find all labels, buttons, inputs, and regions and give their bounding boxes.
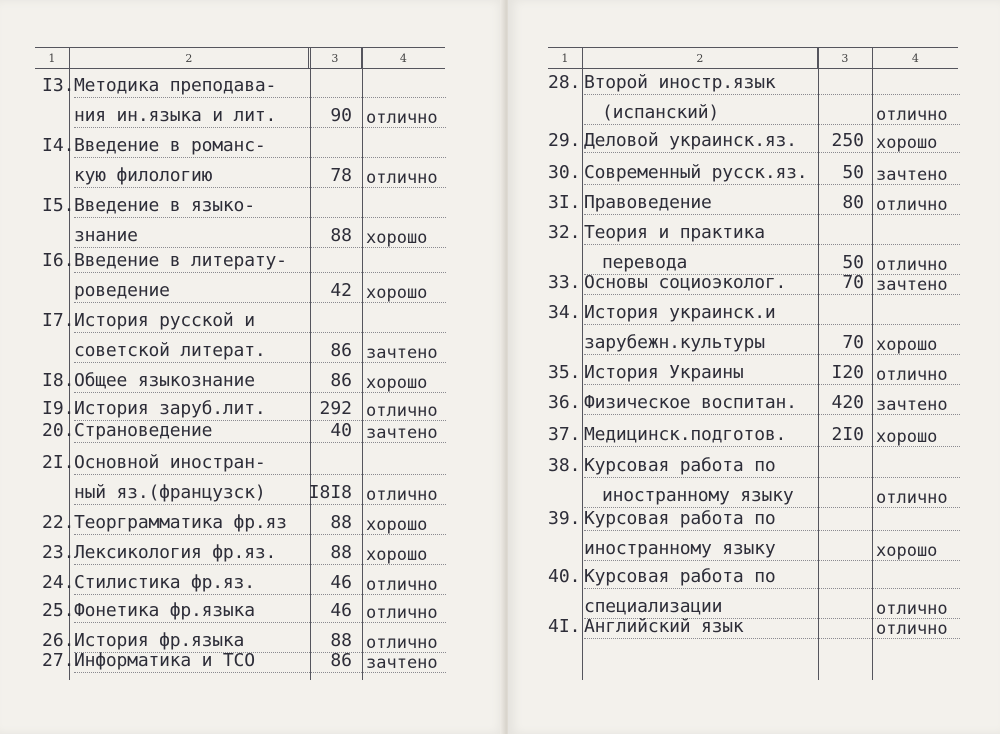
grade-value: отлично bbox=[366, 603, 438, 623]
subject-line-1: Правоведение bbox=[584, 192, 712, 213]
right-page bbox=[508, 0, 1000, 734]
grade-value: хорошо bbox=[876, 427, 938, 447]
grade-value: зачтено bbox=[366, 423, 438, 443]
subject-line-2: перевода bbox=[602, 252, 688, 273]
row-number: 40. bbox=[548, 566, 581, 587]
grade-value: зачтено bbox=[366, 653, 438, 673]
grade-value: зачтено bbox=[366, 343, 438, 363]
row-number: I4. bbox=[42, 135, 75, 156]
grade-value: хорошо bbox=[366, 283, 428, 303]
dotted-rule bbox=[584, 588, 960, 589]
dotted-rule bbox=[74, 97, 446, 98]
grade-value: зачтено bbox=[876, 165, 948, 185]
row-number: 24. bbox=[42, 572, 75, 593]
subject-line-2: роведение bbox=[74, 280, 170, 301]
hours-value: 88 bbox=[330, 630, 352, 651]
subject-line-1: Фонетика фр.языка bbox=[74, 600, 255, 621]
dotted-rule bbox=[74, 157, 446, 158]
grade-value: хорошо bbox=[366, 228, 428, 248]
subject-line-2: кую филологию bbox=[74, 165, 213, 186]
row-number: 3I. bbox=[548, 192, 581, 213]
row-number: 37. bbox=[548, 424, 581, 445]
subject-line-1: Деловой украинск.яз. bbox=[584, 130, 797, 151]
subject-line-1: Теорграмматика фр.яз bbox=[74, 512, 287, 533]
subject-line-2: специализации bbox=[584, 596, 723, 617]
subject-line-1: Курсовая работа по bbox=[584, 455, 776, 476]
grade-value: отлично bbox=[876, 488, 948, 508]
row-number: 36. bbox=[548, 392, 581, 413]
dotted-rule bbox=[584, 477, 960, 478]
hours-value: 88 bbox=[330, 512, 352, 533]
header-col-2: 2 bbox=[70, 48, 309, 68]
hours-value: 420 bbox=[831, 392, 864, 413]
row-number: 27. bbox=[42, 650, 75, 671]
subject-line-1: Теория и практика bbox=[584, 222, 765, 243]
subject-line-1: Введение в литерату- bbox=[74, 250, 287, 271]
subject-line-1: История украинск.и bbox=[584, 302, 776, 323]
subject-line-1: Стилистика фр.яз. bbox=[74, 572, 255, 593]
row-number: I8. bbox=[42, 370, 75, 391]
row-number: 34. bbox=[548, 302, 581, 323]
hours-value: 70 bbox=[842, 332, 864, 353]
subject-line-1: История фр.языка bbox=[74, 630, 245, 651]
hours-value: 250 bbox=[831, 130, 864, 151]
subject-line-1: Страноведение bbox=[74, 420, 213, 441]
subject-line-1: Английский язык bbox=[584, 616, 744, 637]
grade-value: отлично bbox=[876, 195, 948, 215]
subject-line-1: Общее языкознание bbox=[74, 370, 255, 391]
header-col-1: 1 bbox=[548, 48, 583, 68]
grade-value: отлично bbox=[876, 105, 948, 125]
row-number: 4I. bbox=[548, 616, 581, 637]
grade-value: хорошо bbox=[366, 373, 428, 393]
grade-value: хорошо bbox=[876, 133, 938, 153]
row-number: I7. bbox=[42, 310, 75, 331]
dotted-rule bbox=[584, 530, 960, 531]
row-number: I5. bbox=[42, 195, 75, 216]
grade-value: отлично bbox=[366, 485, 438, 505]
grade-value: хорошо bbox=[876, 541, 938, 561]
grade-value: отлично bbox=[876, 599, 948, 619]
grade-value: отлично bbox=[876, 365, 948, 385]
grade-value: отлично bbox=[366, 168, 438, 188]
hours-value: 86 bbox=[330, 340, 352, 361]
row-number: 30. bbox=[548, 162, 581, 183]
row-number: 2I. bbox=[42, 452, 75, 473]
subject-line-1: Методика преподава- bbox=[74, 75, 277, 96]
subject-line-2: знание bbox=[74, 225, 138, 246]
grade-value: зачтено bbox=[876, 275, 948, 295]
row-number: 33. bbox=[548, 272, 581, 293]
grade-value: зачтено bbox=[876, 395, 948, 415]
hours-value: 46 bbox=[330, 572, 352, 593]
row-number: 32. bbox=[548, 222, 581, 243]
row-number: 29. bbox=[548, 130, 581, 151]
hours-value: I20 bbox=[831, 362, 864, 383]
subject-line-1: Основной иностран- bbox=[74, 452, 266, 473]
dotted-rule bbox=[584, 244, 960, 245]
grade-value: хорошо bbox=[366, 515, 428, 535]
row-number: I6. bbox=[42, 250, 75, 271]
row-number: 26. bbox=[42, 630, 75, 651]
row-number: 38. bbox=[548, 455, 581, 476]
dotted-rule bbox=[74, 332, 446, 333]
subject-line-1: Второй иностр.язык bbox=[584, 72, 776, 93]
subject-line-1: Курсовая работа по bbox=[584, 566, 776, 587]
hours-value: 80 bbox=[842, 192, 864, 213]
grade-value: отлично bbox=[366, 108, 438, 128]
subject-line-2: иностранному языку bbox=[602, 485, 794, 506]
table-header bbox=[548, 47, 958, 69]
subject-line-1: История русской и bbox=[74, 310, 255, 331]
hours-value: 90 bbox=[330, 105, 352, 126]
hours-value: 2I0 bbox=[831, 424, 864, 445]
header-col-3: 3 bbox=[818, 48, 873, 68]
hours-value: 46 bbox=[330, 600, 352, 621]
hours-value: 42 bbox=[330, 280, 352, 301]
row-number: 23. bbox=[42, 542, 75, 563]
dotted-rule bbox=[584, 324, 960, 325]
table-header bbox=[35, 47, 445, 69]
grade-value: хорошо bbox=[366, 545, 428, 565]
hours-value: 70 bbox=[842, 272, 864, 293]
subject-line-1: История заруб.лит. bbox=[74, 398, 266, 419]
grade-value: хорошо bbox=[876, 335, 938, 355]
row-number: 35. bbox=[548, 362, 581, 383]
hours-value: 50 bbox=[842, 162, 864, 183]
grade-value: отлично bbox=[366, 401, 438, 421]
subject-line-2: ный яз.(французск) bbox=[74, 482, 266, 503]
subject-line-1: Лексикология фр.яз. bbox=[74, 542, 277, 563]
header-col-1: 1 bbox=[35, 48, 70, 68]
subject-line-1: История Украины bbox=[584, 362, 744, 383]
hours-value: 50 bbox=[842, 252, 864, 273]
subject-line-1: Курсовая работа по bbox=[584, 508, 776, 529]
header-col-2: 2 bbox=[583, 48, 818, 68]
subject-line-1: Введение в языко- bbox=[74, 195, 255, 216]
hours-value: 292 bbox=[319, 398, 352, 419]
row-number: 25. bbox=[42, 600, 75, 621]
hours-value: 86 bbox=[330, 370, 352, 391]
subject-line-1: Физическое воспитан. bbox=[584, 392, 797, 413]
subject-line-1: Информатика и ТСО bbox=[74, 650, 255, 671]
hours-value: 88 bbox=[330, 542, 352, 563]
subject-line-2: зарубежн.культуры bbox=[584, 332, 765, 353]
grade-value: отлично bbox=[366, 633, 438, 653]
hours-value: I8I8 bbox=[308, 482, 352, 503]
dotted-rule bbox=[74, 272, 446, 273]
hours-value: 78 bbox=[330, 165, 352, 186]
dotted-rule bbox=[584, 94, 960, 95]
subject-line-2: советской литерат. bbox=[74, 340, 266, 361]
dotted-rule bbox=[74, 474, 446, 475]
row-number: 28. bbox=[548, 72, 581, 93]
hours-value: 86 bbox=[330, 650, 352, 671]
subject-line-2: иностранному языку bbox=[584, 538, 776, 559]
row-number: I9. bbox=[42, 398, 75, 419]
grade-value: отлично bbox=[366, 575, 438, 595]
row-number: 20. bbox=[42, 420, 75, 441]
subject-line-1: Основы социоэколог. bbox=[584, 272, 787, 293]
row-number: 22. bbox=[42, 512, 75, 533]
dotted-rule bbox=[74, 217, 446, 218]
subject-line-1: Введение в романс- bbox=[74, 135, 266, 156]
row-number: 39. bbox=[548, 508, 581, 529]
subject-line-1: Современный русск.яз. bbox=[584, 162, 808, 183]
subject-line-2: (испанский) bbox=[602, 102, 720, 123]
grade-value: отлично bbox=[876, 255, 948, 275]
header-col-4: 4 bbox=[911, 51, 919, 65]
subject-line-1: Медицинск.подготов. bbox=[584, 424, 787, 445]
hours-value: 40 bbox=[330, 420, 352, 441]
header-col-4: 4 bbox=[399, 51, 407, 65]
hours-value: 88 bbox=[330, 225, 352, 246]
subject-line-2: ния ин.языка и лит. bbox=[74, 105, 277, 126]
row-number: I3. bbox=[42, 75, 75, 96]
header-col-3: 3 bbox=[309, 48, 362, 68]
grade-value: отлично bbox=[876, 619, 948, 639]
